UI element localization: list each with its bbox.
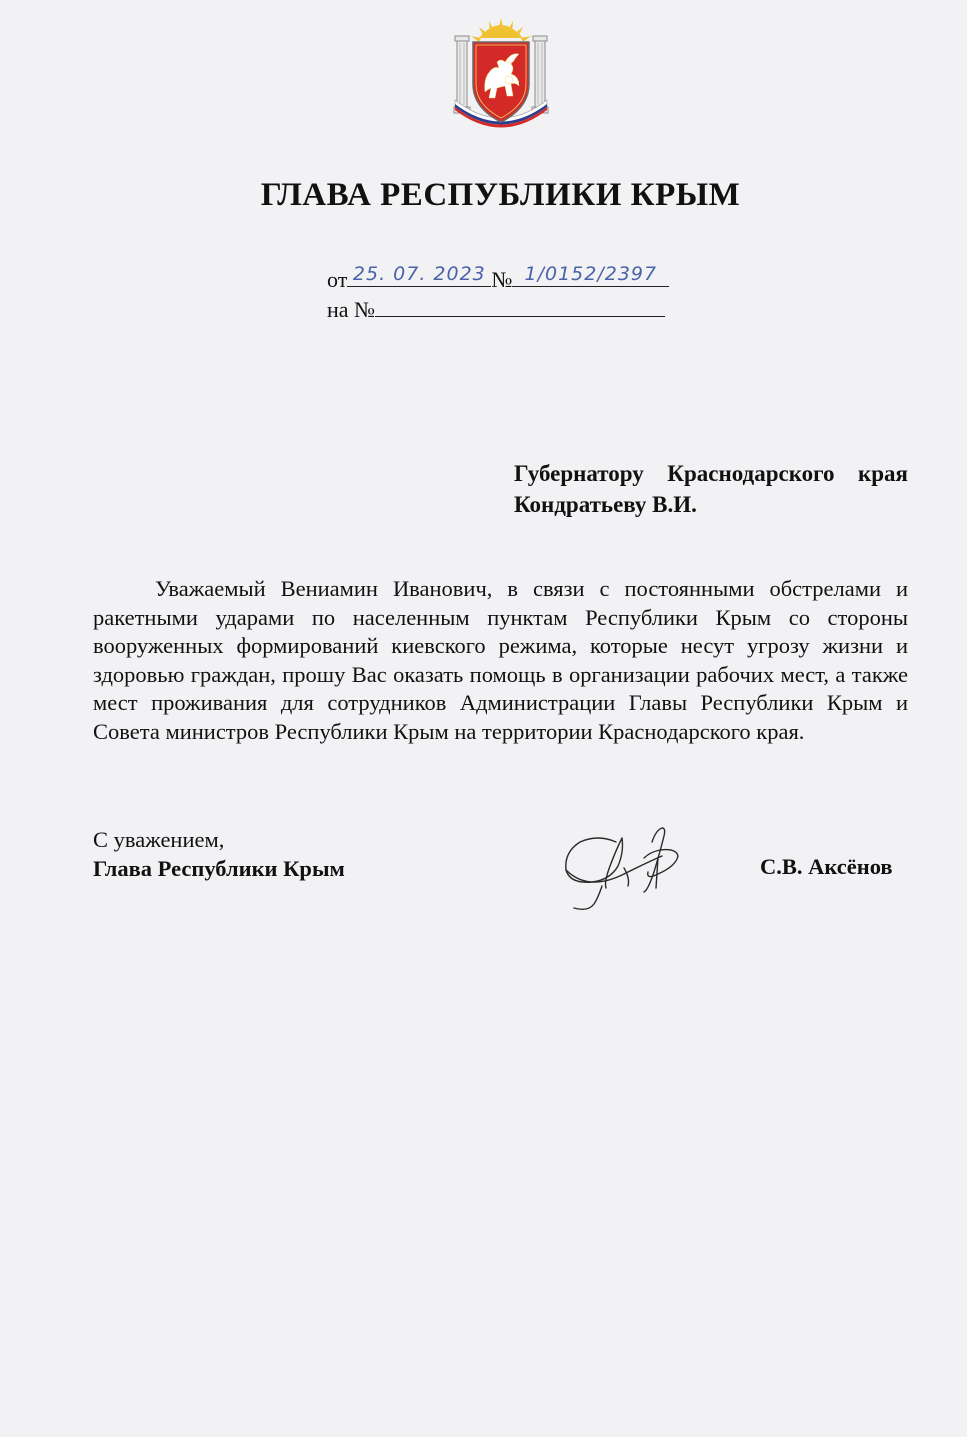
handwritten-signature bbox=[558, 822, 706, 914]
date-field bbox=[347, 264, 491, 287]
addressee-block bbox=[514, 458, 908, 520]
reply-number-field bbox=[375, 294, 665, 317]
date-value: 25. 07. 2023 bbox=[352, 263, 486, 285]
document-heading: ГЛАВА РЕСПУБЛИКИ КРЫМ bbox=[260, 177, 741, 213]
number-field bbox=[512, 264, 669, 287]
letter-body: Уважаемый Вениамин Иванович, в связи с постоянными обстрелами и ракетными ударами по населенным пунктам Республики Крым со стороны вооруженных формирований киевского режима, которые несут угрозу жизни и здоровью граждан, прошу Вас оказать помощь в организации рабочих мест, а также мест проживания для сотрудников Администрации Главы Республики Крым и Совета министров Республики Крым на территории Краснодарского края. bbox=[93, 576, 908, 744]
addressee-position: Губернатору Краснодарского края bbox=[514, 461, 908, 486]
reply-prefix: на № bbox=[327, 297, 376, 322]
reply-to-number-line bbox=[327, 294, 665, 324]
number-value: 1/0152/2397 bbox=[524, 263, 658, 285]
closing-block bbox=[93, 825, 345, 883]
addressee-name: Кондратьеву В.И. bbox=[514, 492, 697, 517]
crimea-coat-of-arms-icon bbox=[449, 18, 553, 132]
signer-position: Глава Республики Крым bbox=[93, 856, 345, 881]
registration-date-number-line bbox=[327, 264, 669, 294]
signer-name: С.В. Аксёнов bbox=[760, 854, 893, 879]
number-sign: № bbox=[491, 267, 513, 292]
date-prefix: от bbox=[327, 267, 348, 292]
closing-salutation: С уважением, bbox=[93, 827, 225, 852]
